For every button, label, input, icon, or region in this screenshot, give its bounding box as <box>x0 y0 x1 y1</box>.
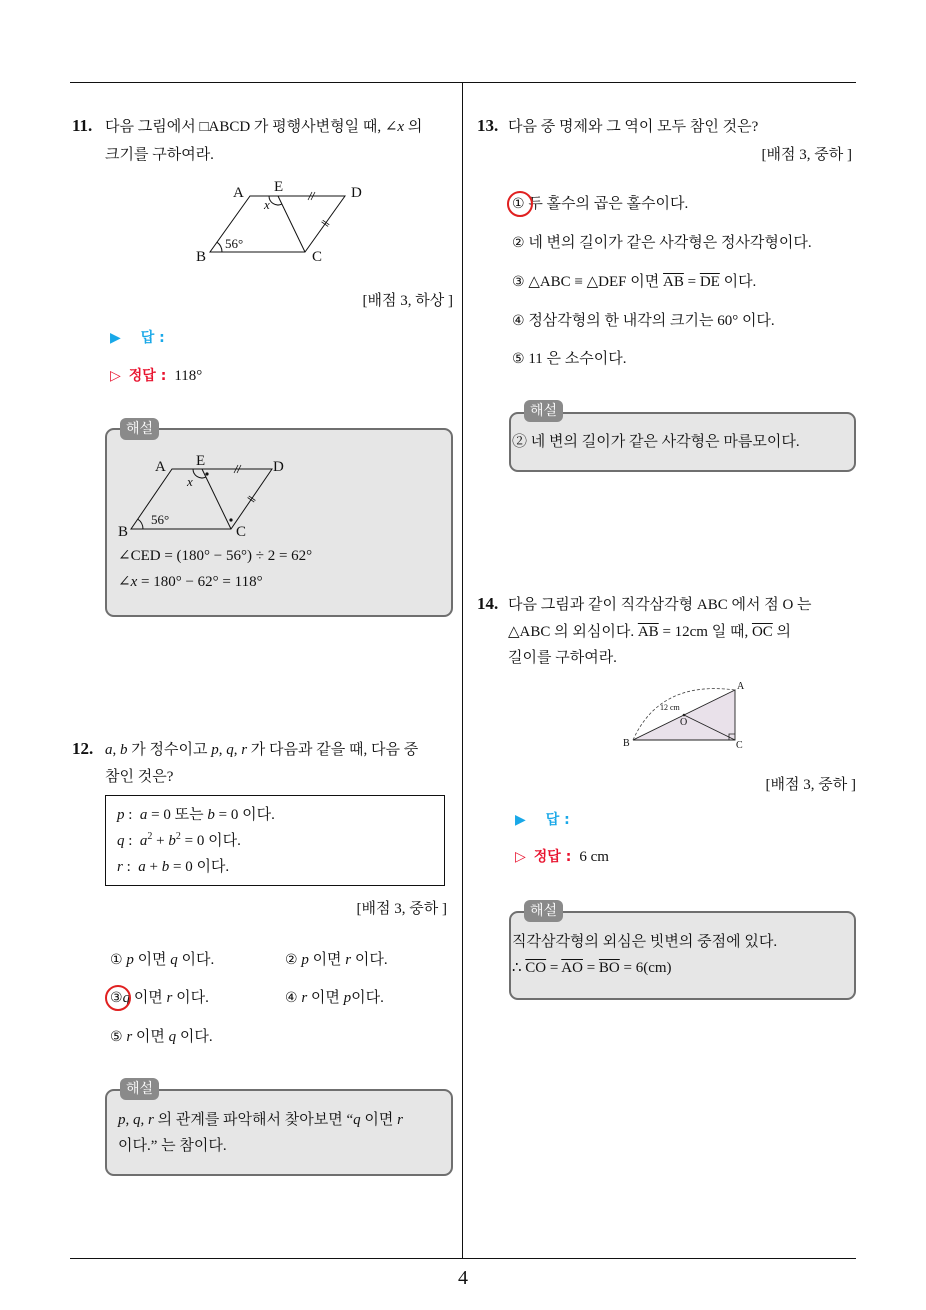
math-variable: q <box>170 952 178 968</box>
explanation-line <box>512 958 672 978</box>
answer-line <box>110 328 165 348</box>
vertex-label-b: B <box>623 738 630 749</box>
answer-label: 답 : <box>545 812 570 828</box>
math-variable: r <box>166 990 173 1006</box>
exponent: 2 <box>147 831 153 842</box>
text-run: + <box>152 833 169 849</box>
equal-angle-dot <box>205 472 208 475</box>
option-4 <box>285 988 384 1008</box>
text-run: , <box>112 742 120 758</box>
explanation-box <box>509 911 856 1000</box>
math-variable: q <box>117 833 125 849</box>
play-triangle-icon: ▶ <box>515 812 526 828</box>
text-run: = 0 또는 <box>147 807 208 823</box>
vertex-label-a: A <box>737 681 745 692</box>
explanation-line <box>118 1136 227 1156</box>
option-2 <box>285 950 388 970</box>
text-run: 의 관계를 파악해서 찾아보면 “ <box>153 1112 354 1128</box>
condition-line <box>117 805 275 825</box>
vertex-label-d: D <box>273 459 284 475</box>
correct-answer-line <box>110 366 202 386</box>
option-1 <box>110 950 214 970</box>
text-run: 이면 <box>360 1112 398 1128</box>
text-run: , <box>140 1112 148 1128</box>
condition-line <box>117 831 241 851</box>
explanation-box <box>105 1089 453 1176</box>
correct-answer-value: 118° <box>174 368 203 384</box>
top-rule <box>70 82 856 83</box>
correct-answer-value: 6 cm <box>579 849 609 865</box>
option-number: ② <box>285 952 298 968</box>
text-run: 이면 <box>132 1029 169 1045</box>
vertex-label-b: B <box>118 524 129 540</box>
option-number: ④ <box>285 990 298 1006</box>
outline-triangle-icon: ▷ <box>515 849 526 865</box>
math-variable: b <box>168 833 176 849</box>
vertex-label-e: E <box>196 453 206 469</box>
text-run: = 0 이다. <box>214 807 275 823</box>
option-text <box>528 351 626 367</box>
math-variable: a <box>139 807 148 823</box>
option-text <box>301 952 387 968</box>
math-variable: a <box>138 859 146 875</box>
text-run: 가 다음과 같을 때, 다음 중 <box>247 742 419 758</box>
explanation-line <box>512 432 800 452</box>
angle-arc-b <box>138 519 143 529</box>
option-text <box>123 990 209 1006</box>
line-segment-name: $\overline{BO}$ <box>598 960 620 976</box>
option-5 <box>110 1027 213 1047</box>
text-run: 의 <box>404 119 423 135</box>
text-run: , <box>125 1112 133 1128</box>
text-run: = <box>582 960 599 976</box>
equal-length-tick <box>323 220 330 225</box>
math-variable: r <box>397 1112 403 1128</box>
correct-answer-label: 정답 : <box>533 849 572 865</box>
correct-answer-label: 정답 : <box>128 368 167 384</box>
text-run: : <box>124 833 140 849</box>
math-variable: r <box>126 1029 133 1045</box>
option-number: ① <box>512 196 525 212</box>
explanation-parallelogram-figure <box>115 452 295 542</box>
line-segment-name: $\overline{OC}$ <box>751 624 773 640</box>
question-line <box>105 145 214 165</box>
text-run: 정삼각형의 한 내각의 크기는 60° 이다. <box>528 313 775 329</box>
text-run: 이다. <box>719 274 757 290</box>
math-variable: x <box>130 574 138 590</box>
problem-number: 11. <box>72 116 93 135</box>
text-run: = 0 이다. <box>169 859 230 875</box>
text-run: = <box>546 960 562 976</box>
text-run: , <box>218 742 227 758</box>
explanation-line <box>512 932 777 952</box>
outline-triangle-icon: ▷ <box>110 368 121 384</box>
page-number: 4 <box>458 1267 468 1289</box>
text-run: = 6(cm) <box>619 960 672 976</box>
text-run: ∠CED = (180° − 56°) ÷ 2 = 62° <box>118 548 313 564</box>
text-run: 참인 것은? <box>105 769 174 785</box>
vertex-label-c: C <box>236 524 247 540</box>
text-run: 두 홀수의 곱은 홀수이다. <box>528 196 689 212</box>
option-text <box>528 274 756 290</box>
text-run: 11 은 소수이다. <box>528 351 627 367</box>
question-line <box>105 740 418 760</box>
line-segment-name: $\overline{AB}$ <box>637 624 659 640</box>
question-line <box>508 648 617 668</box>
explanation-line <box>118 1110 403 1130</box>
option-number: ⑤ <box>512 351 525 367</box>
math-variable: b <box>161 859 170 875</box>
line-segment-name: $\overline{AB}$ <box>663 274 684 290</box>
question-line <box>508 595 812 615</box>
angle-arc-b <box>217 242 222 252</box>
option-number: ③ <box>512 274 525 290</box>
math-variable: r <box>345 952 352 968</box>
math-variable: r <box>241 742 248 758</box>
problem-number: 13. <box>477 116 499 135</box>
length-label-ab: 12 cm <box>660 703 680 712</box>
answer-label: 답 : <box>140 330 165 346</box>
equal-length-tick <box>322 222 329 227</box>
math-variable: b <box>120 742 128 758</box>
text-run: 직각삼각형의 외심은 빗변의 중점에 있다. <box>512 934 778 950</box>
text-run: + <box>145 859 162 875</box>
math-variable: p <box>117 807 125 823</box>
point-label-o: O <box>680 717 688 728</box>
explanation-tag: 해설 <box>524 400 563 422</box>
score-label: [배점 3, 중하 ] <box>356 901 447 917</box>
text-run: 이면 <box>307 990 344 1006</box>
math-variable: r <box>301 990 308 1006</box>
option-text <box>528 196 688 212</box>
question-line <box>508 117 758 137</box>
text-run: = 180° − 62° = 118° <box>137 574 263 590</box>
angle-label-x: x <box>264 197 270 212</box>
text-run: : <box>124 807 140 823</box>
question-line <box>105 117 422 137</box>
option-text <box>301 990 384 1006</box>
column-divider <box>462 82 463 1259</box>
angle-label-x: x <box>187 474 193 489</box>
option-number: ④ <box>512 313 525 329</box>
math-variable: a <box>105 742 113 758</box>
correct-answer-line <box>515 847 609 867</box>
text-run: 이면 <box>308 952 346 968</box>
option-text <box>126 1029 212 1045</box>
text-run: 이다. <box>176 1029 213 1045</box>
text-run: 다음 그림에서 □ABCD 가 평행사변형일 때, ∠ <box>105 119 398 135</box>
text-run: 이다. <box>351 990 384 1006</box>
explanation-line <box>118 572 263 592</box>
text-run: 크기를 구하여라. <box>105 147 214 163</box>
segment-ec <box>202 469 231 529</box>
equal-length-tick <box>248 498 255 503</box>
answer-line <box>515 810 570 830</box>
vertex-label-a: A <box>233 185 244 201</box>
problem-number: 12. <box>72 739 94 758</box>
text-run: 의 <box>772 624 792 640</box>
option-text <box>528 313 774 329</box>
circumcenter-point <box>683 714 686 717</box>
text-run: , <box>233 742 242 758</box>
text-run: 이다. <box>351 952 388 968</box>
text-run: ∠ <box>118 574 131 590</box>
math-variable: p <box>211 742 219 758</box>
vertex-label-a: A <box>155 459 166 475</box>
vertex-label-c: C <box>736 740 743 751</box>
option-text <box>528 235 811 251</box>
math-variable: a <box>139 833 148 849</box>
option-text <box>126 952 214 968</box>
option-2 <box>512 233 812 253</box>
math-variable: p <box>118 1112 126 1128</box>
equal-angle-dot <box>229 518 232 521</box>
text-run: 이다. <box>172 990 209 1006</box>
equal-length-tick <box>249 496 256 501</box>
text-run: 가 정수이고 <box>127 742 212 758</box>
text-run: = 0 이다. <box>180 833 241 849</box>
problem-number: 14. <box>477 594 499 613</box>
math-variable: x <box>397 119 405 135</box>
math-variable: b <box>207 807 215 823</box>
math-variable: r <box>117 859 123 875</box>
math-variable: r <box>148 1112 154 1128</box>
explanation-tag: 해설 <box>120 1078 159 1100</box>
angle-label-b: 56° <box>225 236 244 251</box>
question-line <box>105 767 173 787</box>
text-run: ∴ <box>512 960 526 976</box>
option-1 <box>512 194 688 214</box>
text-run: = 12cm 일 때, <box>658 624 752 640</box>
option-5 <box>512 349 626 369</box>
segment-ec <box>278 196 305 252</box>
text-run: 이면 <box>133 952 171 968</box>
text-run: 다음 그림과 같이 직각삼각형 ABC 에서 점 O 는 <box>508 597 812 613</box>
answer-mark-circle <box>507 191 533 217</box>
math-variable: q <box>226 742 234 758</box>
exponent: 2 <box>175 831 181 842</box>
question-line <box>508 622 791 642</box>
condition-line <box>117 857 229 877</box>
text-run: 길이를 구하여라. <box>508 650 617 666</box>
text-run: : <box>122 859 139 875</box>
text-run: 다음 중 명제와 그 역이 모두 참인 것은? <box>508 119 759 135</box>
line-segment-name: $\overline{CO}$ <box>525 960 547 976</box>
text-run: = <box>683 274 700 290</box>
right-triangle-figure <box>620 680 755 752</box>
math-variable: q <box>133 1112 141 1128</box>
parallelogram-figure <box>190 175 370 267</box>
option-number: ② <box>512 235 525 251</box>
math-variable: q <box>353 1112 361 1128</box>
score-label: [배점 3, 하상 ] <box>362 293 453 309</box>
text-run: 네 변의 길이가 같은 사각형은 정사각형이다. <box>528 235 812 251</box>
math-variable: q <box>122 990 131 1006</box>
math-variable: p <box>301 952 309 968</box>
answer-mark-circle <box>105 985 131 1011</box>
play-triangle-icon: ▶ <box>110 330 121 346</box>
text-run: ② 네 변의 길이가 같은 사각형은 마름모이다. <box>512 434 800 450</box>
score-label: [배점 3, 중하 ] <box>761 147 852 163</box>
vertex-label-b: B <box>196 249 207 265</box>
math-variable: p <box>126 952 134 968</box>
option-3 <box>512 272 756 292</box>
line-segment-name: $\overline{AO}$ <box>561 960 583 976</box>
vertex-label-c: C <box>312 249 323 265</box>
explanation-tag: 해설 <box>120 418 159 440</box>
option-3 <box>110 988 209 1008</box>
text-run: 이다. <box>177 952 215 968</box>
math-variable: q <box>168 1029 177 1045</box>
option-4 <box>512 311 775 331</box>
text-run: △ABC 의 외심이다. <box>508 624 638 640</box>
option-number: ① <box>110 952 123 968</box>
explanation-tag: 해설 <box>524 900 563 922</box>
text-run: △ABC ≡ △DEF 이면 <box>528 274 664 290</box>
text-run: 이면 <box>130 990 167 1006</box>
line-segment-name: $\overline{DE}$ <box>699 274 720 290</box>
vertex-label-e: E <box>274 179 284 195</box>
vertex-label-d: D <box>351 185 362 201</box>
angle-label-b: 56° <box>151 512 170 527</box>
text-run: 이다.” 는 참이다. <box>118 1138 227 1154</box>
bottom-rule <box>70 1258 856 1259</box>
option-number: ③ <box>110 990 123 1006</box>
option-number: ⑤ <box>110 1029 123 1045</box>
explanation-line <box>118 546 312 566</box>
math-variable: p <box>343 990 352 1006</box>
score-label: [배점 3, 중하 ] <box>765 777 856 793</box>
